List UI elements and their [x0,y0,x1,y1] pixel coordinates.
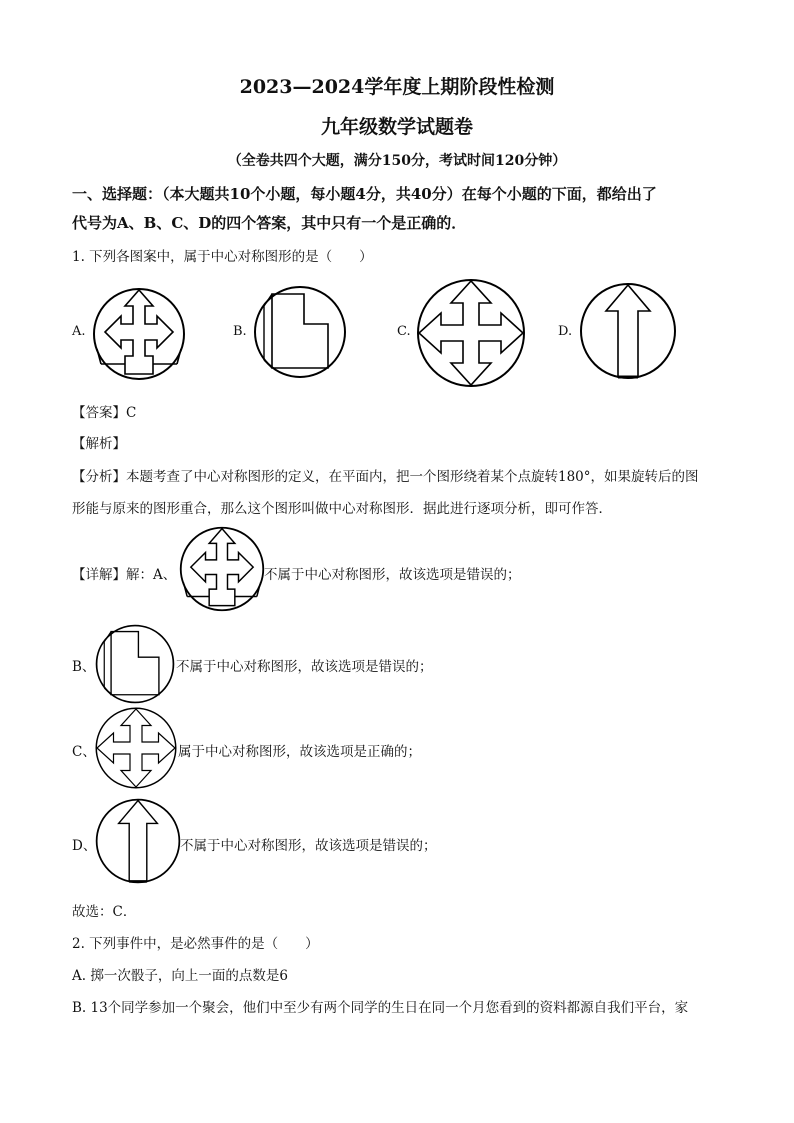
q1-figure-d [578,281,678,381]
q1-detail-b-prefix: B、 [72,659,96,675]
q1-analysis-line1: 【分析】本题考查了中心对称图形的定义，在平面内，把一个图形绕着某个点旋转180°，如果旋转后的图 [72,469,699,485]
section1-line1: 一、选择题：（本大题共10个小题，每小题4分，共40分）在每个小题的下面，都给出了 [72,185,657,203]
q1-detail-figure-b [94,623,176,705]
q1-analysis-label: 【解析】 [72,436,126,452]
q2-option-b: B. 13个同学参加一个聚会，他们中至少有两个同学的生日在同一个月您看到的资料都源自我们平台，家 [72,1000,689,1016]
q1-detail-d-text: 不属于中心对称图形，故该选项是错误的； [180,838,437,854]
q1-detail-figure-c [94,706,178,790]
q1-analysis-line2: 形能与原来的图形重合，那么这个图形叫做中心对称图形．据此进行逐项分析，即可作答． [72,501,612,517]
q1-stem: 1. 下列各图案中，属于中心对称图形的是（ ） [72,249,373,265]
q1-detail-c-prefix: C、 [72,744,96,760]
q1-detail-a-text: 不属于中心对称图形，故该选项是错误的； [264,567,521,583]
q2-option-a: A. 掷一次骰子，向上一面的点数是6 [72,968,288,984]
q1-detail-figure-d [94,797,182,885]
q1-figure-c [415,277,527,389]
q2-stem: 2. 下列事件中，是必然事件的是（ ） [72,936,319,952]
q1-answer: 【答案】C [72,405,137,421]
exam-note: （全卷共四个大题，满分150分，考试时间120分钟） [227,153,567,169]
q1-detail-c-text: 属于中心对称图形，故该选项是正确的； [178,744,421,760]
page-subtitle: 九年级数学试题卷 [320,116,473,138]
q1-conclusion: 故选：C． [72,904,137,920]
q1-figure-a [91,286,187,382]
q1-option-a-label: A. [72,324,86,339]
page-title: 2023—2024学年度上期阶段性检测 [239,76,555,98]
q1-option-c-label: C. [397,324,411,339]
q1-option-b-label: B. [233,324,247,339]
q1-figure-b [252,284,348,380]
q1-detail-b-text: 不属于中心对称图形，故该选项是错误的； [176,659,433,675]
section1-line2: 代号为A、B、C、D的四个答案，其中只有一个是正确的． [72,214,467,232]
q1-detail-d-prefix: D、 [72,838,97,854]
q1-detail-figure-a [178,525,266,613]
q1-detail-a-prefix: 【详解】解：A、 [72,567,177,583]
q1-option-d-label: D. [558,324,573,339]
